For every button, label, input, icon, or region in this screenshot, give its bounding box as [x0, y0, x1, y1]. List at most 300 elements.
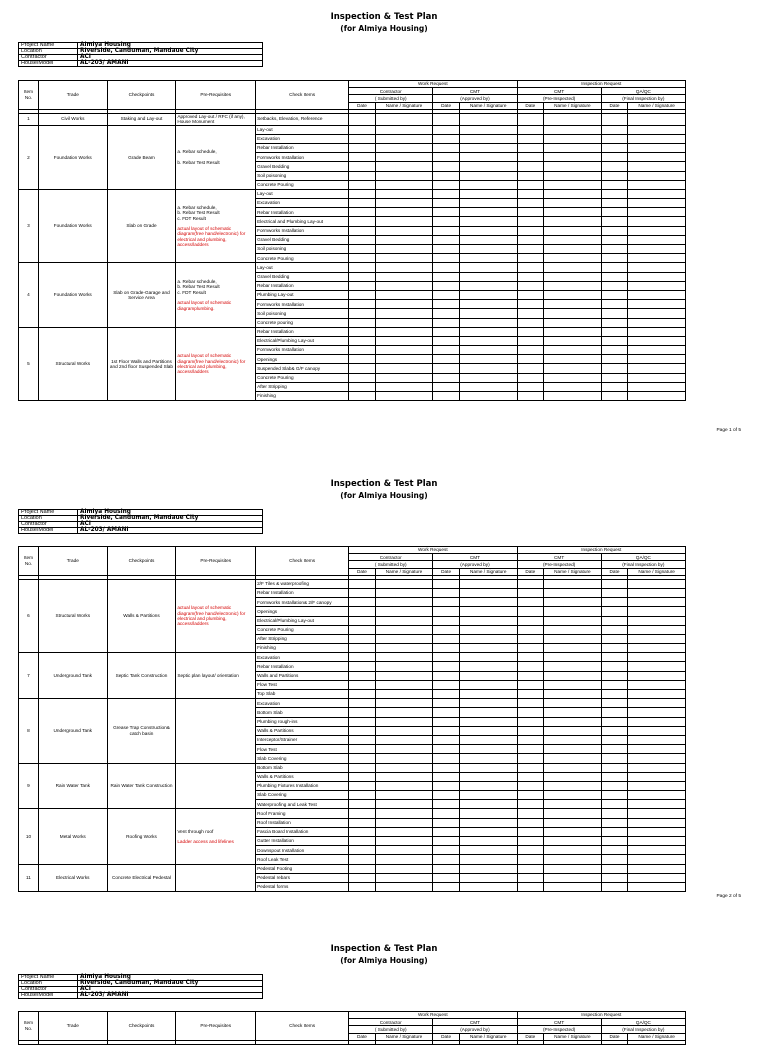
contractor-date-cell[interactable] [349, 364, 376, 373]
cmt-approval-date-cell[interactable] [433, 143, 460, 152]
cmt-approval-signature-cell[interactable] [459, 846, 517, 855]
cmt-preinspection-signature-cell[interactable] [544, 143, 602, 152]
cmt-approval-signature-cell[interactable] [459, 272, 517, 281]
qaqc-signature-cell[interactable] [628, 588, 686, 597]
cmt-approval-signature-cell[interactable] [459, 625, 517, 634]
qaqc-signature-cell[interactable] [628, 199, 686, 208]
cmt-preinspection-signature-cell[interactable] [544, 254, 602, 263]
qaqc-signature-cell[interactable] [628, 336, 686, 345]
cmt-preinspection-date-cell[interactable] [517, 708, 544, 717]
cmt-approval-signature-cell[interactable] [459, 254, 517, 263]
cmt-preinspection-signature-cell[interactable] [544, 662, 602, 671]
contractor-date-cell[interactable] [349, 281, 376, 290]
contractor-date-cell[interactable] [349, 588, 376, 597]
contractor-signature-cell[interactable] [375, 300, 433, 309]
cmt-preinspection-signature-cell[interactable] [544, 846, 602, 855]
cmt-approval-signature-cell[interactable] [459, 781, 517, 790]
cmt-preinspection-date-cell[interactable] [517, 882, 544, 891]
cmt-approval-signature-cell[interactable] [459, 735, 517, 744]
qaqc-signature-cell[interactable] [628, 143, 686, 152]
contractor-signature-cell[interactable] [375, 717, 433, 726]
qaqc-date-cell[interactable] [601, 717, 628, 726]
contractor-signature-cell[interactable] [375, 772, 433, 781]
contractor-signature-cell[interactable] [375, 254, 433, 263]
cmt-preinspection-signature-cell[interactable] [544, 882, 602, 891]
contractor-signature-cell[interactable] [375, 754, 433, 763]
cmt-preinspection-date-cell[interactable] [517, 113, 544, 125]
cmt-approval-signature-cell[interactable] [459, 690, 517, 699]
cmt-approval-date-cell[interactable] [433, 800, 460, 809]
qaqc-signature-cell[interactable] [628, 579, 686, 588]
cmt-approval-signature-cell[interactable] [459, 717, 517, 726]
cmt-approval-signature-cell[interactable] [459, 772, 517, 781]
cmt-approval-signature-cell[interactable] [459, 579, 517, 588]
contractor-signature-cell[interactable] [375, 189, 433, 198]
cmt-preinspection-signature-cell[interactable] [544, 180, 602, 189]
cmt-approval-date-cell[interactable] [433, 235, 460, 244]
contractor-date-cell[interactable] [349, 699, 376, 708]
cmt-preinspection-signature-cell[interactable] [544, 653, 602, 662]
cmt-preinspection-signature-cell[interactable] [544, 113, 602, 125]
cmt-preinspection-date-cell[interactable] [517, 162, 544, 171]
qaqc-date-cell[interactable] [601, 607, 628, 616]
contractor-date-cell[interactable] [349, 846, 376, 855]
qaqc-signature-cell[interactable] [628, 113, 686, 125]
contractor-signature-cell[interactable] [375, 134, 433, 143]
contractor-signature-cell[interactable] [375, 235, 433, 244]
qaqc-date-cell[interactable] [601, 162, 628, 171]
contractor-signature-cell[interactable] [375, 662, 433, 671]
contractor-date-cell[interactable] [349, 855, 376, 864]
qaqc-signature-cell[interactable] [628, 690, 686, 699]
cmt-preinspection-signature-cell[interactable] [544, 300, 602, 309]
contractor-date-cell[interactable] [349, 153, 376, 162]
qaqc-signature-cell[interactable] [628, 735, 686, 744]
qaqc-date-cell[interactable] [601, 809, 628, 818]
contractor-signature-cell[interactable] [375, 226, 433, 235]
qaqc-signature-cell[interactable] [628, 634, 686, 643]
cmt-approval-date-cell[interactable] [433, 735, 460, 744]
cmt-preinspection-date-cell[interactable] [517, 579, 544, 588]
cmt-approval-date-cell[interactable] [433, 855, 460, 864]
contractor-signature-cell[interactable] [375, 392, 433, 401]
qaqc-date-cell[interactable] [601, 680, 628, 689]
cmt-approval-signature-cell[interactable] [459, 699, 517, 708]
cmt-approval-signature-cell[interactable] [459, 644, 517, 653]
contractor-signature-cell[interactable] [375, 199, 433, 208]
cmt-preinspection-date-cell[interactable] [517, 143, 544, 152]
qaqc-date-cell[interactable] [601, 827, 628, 836]
cmt-preinspection-date-cell[interactable] [517, 327, 544, 336]
qaqc-signature-cell[interactable] [628, 616, 686, 625]
cmt-approval-date-cell[interactable] [433, 690, 460, 699]
cmt-approval-date-cell[interactable] [433, 364, 460, 373]
qaqc-signature-cell[interactable] [628, 382, 686, 391]
contractor-date-cell[interactable] [349, 809, 376, 818]
cmt-approval-signature-cell[interactable] [459, 726, 517, 735]
cmt-preinspection-signature-cell[interactable] [544, 355, 602, 364]
qaqc-date-cell[interactable] [601, 864, 628, 873]
contractor-date-cell[interactable] [349, 800, 376, 809]
qaqc-signature-cell[interactable] [628, 364, 686, 373]
cmt-preinspection-date-cell[interactable] [517, 272, 544, 281]
cmt-approval-date-cell[interactable] [433, 662, 460, 671]
cmt-approval-signature-cell[interactable] [459, 309, 517, 318]
cmt-preinspection-date-cell[interactable] [517, 662, 544, 671]
cmt-approval-date-cell[interactable] [433, 625, 460, 634]
cmt-approval-signature-cell[interactable] [459, 217, 517, 226]
qaqc-date-cell[interactable] [601, 254, 628, 263]
contractor-date-cell[interactable] [349, 708, 376, 717]
cmt-preinspection-signature-cell[interactable] [544, 226, 602, 235]
qaqc-date-cell[interactable] [601, 355, 628, 364]
contractor-date-cell[interactable] [349, 745, 376, 754]
cmt-approval-signature-cell[interactable] [459, 882, 517, 891]
cmt-preinspection-signature-cell[interactable] [544, 327, 602, 336]
qaqc-signature-cell[interactable] [628, 772, 686, 781]
cmt-approval-date-cell[interactable] [433, 355, 460, 364]
cmt-preinspection-date-cell[interactable] [517, 199, 544, 208]
qaqc-signature-cell[interactable] [628, 180, 686, 189]
contractor-date-cell[interactable] [349, 180, 376, 189]
cmt-preinspection-signature-cell[interactable] [544, 125, 602, 134]
contractor-date-cell[interactable] [349, 680, 376, 689]
cmt-preinspection-signature-cell[interactable] [544, 818, 602, 827]
cmt-preinspection-signature-cell[interactable] [544, 134, 602, 143]
contractor-date-cell[interactable] [349, 772, 376, 781]
contractor-signature-cell[interactable] [375, 290, 433, 299]
cmt-preinspection-date-cell[interactable] [517, 699, 544, 708]
cmt-approval-signature-cell[interactable] [459, 800, 517, 809]
contractor-signature-cell[interactable] [375, 781, 433, 790]
cmt-approval-signature-cell[interactable] [459, 873, 517, 882]
cmt-approval-date-cell[interactable] [433, 125, 460, 134]
qaqc-signature-cell[interactable] [628, 837, 686, 846]
cmt-approval-date-cell[interactable] [433, 837, 460, 846]
cmt-preinspection-signature-cell[interactable] [544, 382, 602, 391]
qaqc-signature-cell[interactable] [628, 781, 686, 790]
cmt-preinspection-signature-cell[interactable] [544, 162, 602, 171]
cmt-preinspection-date-cell[interactable] [517, 598, 544, 607]
cmt-preinspection-signature-cell[interactable] [544, 263, 602, 272]
cmt-preinspection-signature-cell[interactable] [544, 708, 602, 717]
contractor-signature-cell[interactable] [375, 579, 433, 588]
cmt-preinspection-signature-cell[interactable] [544, 309, 602, 318]
contractor-signature-cell[interactable] [375, 827, 433, 836]
cmt-preinspection-signature-cell[interactable] [544, 588, 602, 597]
cmt-approval-signature-cell[interactable] [459, 680, 517, 689]
qaqc-date-cell[interactable] [601, 837, 628, 846]
cmt-approval-date-cell[interactable] [433, 217, 460, 226]
cmt-preinspection-signature-cell[interactable] [544, 699, 602, 708]
cmt-approval-date-cell[interactable] [433, 772, 460, 781]
cmt-approval-signature-cell[interactable] [459, 653, 517, 662]
contractor-signature-cell[interactable] [375, 355, 433, 364]
cmt-preinspection-signature-cell[interactable] [544, 745, 602, 754]
qaqc-date-cell[interactable] [601, 143, 628, 152]
cmt-preinspection-date-cell[interactable] [517, 290, 544, 299]
cmt-approval-date-cell[interactable] [433, 382, 460, 391]
cmt-approval-date-cell[interactable] [433, 607, 460, 616]
cmt-preinspection-date-cell[interactable] [517, 763, 544, 772]
cmt-preinspection-date-cell[interactable] [517, 827, 544, 836]
contractor-date-cell[interactable] [349, 598, 376, 607]
qaqc-signature-cell[interactable] [628, 827, 686, 836]
contractor-date-cell[interactable] [349, 254, 376, 263]
qaqc-signature-cell[interactable] [628, 300, 686, 309]
cmt-preinspection-date-cell[interactable] [517, 254, 544, 263]
qaqc-date-cell[interactable] [601, 263, 628, 272]
cmt-preinspection-date-cell[interactable] [517, 309, 544, 318]
cmt-approval-signature-cell[interactable] [459, 373, 517, 382]
contractor-date-cell[interactable] [349, 726, 376, 735]
qaqc-date-cell[interactable] [601, 588, 628, 597]
cmt-preinspection-signature-cell[interactable] [544, 781, 602, 790]
contractor-date-cell[interactable] [349, 355, 376, 364]
qaqc-signature-cell[interactable] [628, 290, 686, 299]
cmt-preinspection-signature-cell[interactable] [544, 235, 602, 244]
qaqc-date-cell[interactable] [601, 634, 628, 643]
cmt-preinspection-date-cell[interactable] [517, 800, 544, 809]
qaqc-date-cell[interactable] [601, 327, 628, 336]
cmt-preinspection-signature-cell[interactable] [544, 809, 602, 818]
qaqc-signature-cell[interactable] [628, 699, 686, 708]
cmt-preinspection-signature-cell[interactable] [544, 791, 602, 800]
cmt-preinspection-date-cell[interactable] [517, 364, 544, 373]
qaqc-date-cell[interactable] [601, 153, 628, 162]
cmt-approval-signature-cell[interactable] [459, 162, 517, 171]
cmt-preinspection-date-cell[interactable] [517, 245, 544, 254]
contractor-signature-cell[interactable] [375, 336, 433, 345]
cmt-approval-date-cell[interactable] [433, 134, 460, 143]
contractor-date-cell[interactable] [349, 382, 376, 391]
cmt-approval-date-cell[interactable] [433, 579, 460, 588]
contractor-signature-cell[interactable] [375, 364, 433, 373]
cmt-approval-date-cell[interactable] [433, 873, 460, 882]
cmt-approval-signature-cell[interactable] [459, 113, 517, 125]
qaqc-signature-cell[interactable] [628, 281, 686, 290]
cmt-preinspection-signature-cell[interactable] [544, 827, 602, 836]
contractor-signature-cell[interactable] [375, 598, 433, 607]
cmt-approval-date-cell[interactable] [433, 726, 460, 735]
contractor-signature-cell[interactable] [375, 644, 433, 653]
cmt-preinspection-date-cell[interactable] [517, 318, 544, 327]
qaqc-date-cell[interactable] [601, 346, 628, 355]
qaqc-date-cell[interactable] [601, 616, 628, 625]
cmt-preinspection-date-cell[interactable] [517, 680, 544, 689]
cmt-approval-signature-cell[interactable] [459, 300, 517, 309]
contractor-signature-cell[interactable] [375, 745, 433, 754]
cmt-preinspection-signature-cell[interactable] [544, 598, 602, 607]
contractor-signature-cell[interactable] [375, 837, 433, 846]
qaqc-date-cell[interactable] [601, 754, 628, 763]
qaqc-signature-cell[interactable] [628, 272, 686, 281]
qaqc-date-cell[interactable] [601, 763, 628, 772]
qaqc-signature-cell[interactable] [628, 263, 686, 272]
cmt-preinspection-date-cell[interactable] [517, 180, 544, 189]
cmt-preinspection-date-cell[interactable] [517, 735, 544, 744]
cmt-preinspection-signature-cell[interactable] [544, 199, 602, 208]
qaqc-date-cell[interactable] [601, 245, 628, 254]
cmt-preinspection-date-cell[interactable] [517, 134, 544, 143]
qaqc-date-cell[interactable] [601, 281, 628, 290]
qaqc-date-cell[interactable] [601, 290, 628, 299]
contractor-date-cell[interactable] [349, 634, 376, 643]
cmt-preinspection-date-cell[interactable] [517, 644, 544, 653]
cmt-approval-signature-cell[interactable] [459, 855, 517, 864]
qaqc-date-cell[interactable] [601, 300, 628, 309]
cmt-preinspection-date-cell[interactable] [517, 873, 544, 882]
contractor-signature-cell[interactable] [375, 588, 433, 597]
qaqc-date-cell[interactable] [601, 598, 628, 607]
qaqc-signature-cell[interactable] [628, 882, 686, 891]
cmt-preinspection-signature-cell[interactable] [544, 837, 602, 846]
contractor-signature-cell[interactable] [375, 690, 433, 699]
cmt-approval-signature-cell[interactable] [459, 708, 517, 717]
qaqc-signature-cell[interactable] [628, 644, 686, 653]
cmt-preinspection-signature-cell[interactable] [544, 690, 602, 699]
cmt-approval-signature-cell[interactable] [459, 245, 517, 254]
contractor-date-cell[interactable] [349, 113, 376, 125]
cmt-approval-date-cell[interactable] [433, 272, 460, 281]
qaqc-date-cell[interactable] [601, 579, 628, 588]
cmt-approval-signature-cell[interactable] [459, 827, 517, 836]
qaqc-date-cell[interactable] [601, 855, 628, 864]
cmt-preinspection-signature-cell[interactable] [544, 754, 602, 763]
cmt-approval-date-cell[interactable] [433, 644, 460, 653]
cmt-approval-date-cell[interactable] [433, 245, 460, 254]
cmt-approval-date-cell[interactable] [433, 254, 460, 263]
contractor-signature-cell[interactable] [375, 153, 433, 162]
contractor-signature-cell[interactable] [375, 373, 433, 382]
cmt-approval-date-cell[interactable] [433, 226, 460, 235]
cmt-preinspection-date-cell[interactable] [517, 717, 544, 726]
contractor-date-cell[interactable] [349, 818, 376, 827]
qaqc-date-cell[interactable] [601, 818, 628, 827]
cmt-preinspection-signature-cell[interactable] [544, 208, 602, 217]
contractor-signature-cell[interactable] [375, 272, 433, 281]
cmt-approval-date-cell[interactable] [433, 318, 460, 327]
cmt-preinspection-signature-cell[interactable] [544, 855, 602, 864]
qaqc-signature-cell[interactable] [628, 327, 686, 336]
cmt-approval-date-cell[interactable] [433, 263, 460, 272]
contractor-signature-cell[interactable] [375, 281, 433, 290]
contractor-date-cell[interactable] [349, 290, 376, 299]
cmt-approval-date-cell[interactable] [433, 616, 460, 625]
cmt-preinspection-signature-cell[interactable] [544, 772, 602, 781]
cmt-preinspection-date-cell[interactable] [517, 837, 544, 846]
cmt-approval-date-cell[interactable] [433, 290, 460, 299]
qaqc-signature-cell[interactable] [628, 745, 686, 754]
qaqc-date-cell[interactable] [601, 671, 628, 680]
qaqc-date-cell[interactable] [601, 382, 628, 391]
cmt-approval-date-cell[interactable] [433, 827, 460, 836]
cmt-preinspection-date-cell[interactable] [517, 726, 544, 735]
cmt-approval-date-cell[interactable] [433, 153, 460, 162]
cmt-approval-date-cell[interactable] [433, 745, 460, 754]
cmt-preinspection-signature-cell[interactable] [544, 625, 602, 634]
cmt-preinspection-date-cell[interactable] [517, 855, 544, 864]
contractor-signature-cell[interactable] [375, 616, 433, 625]
cmt-preinspection-date-cell[interactable] [517, 690, 544, 699]
cmt-approval-signature-cell[interactable] [459, 671, 517, 680]
cmt-approval-date-cell[interactable] [433, 846, 460, 855]
qaqc-date-cell[interactable] [601, 690, 628, 699]
cmt-approval-date-cell[interactable] [433, 171, 460, 180]
contractor-signature-cell[interactable] [375, 309, 433, 318]
cmt-approval-date-cell[interactable] [433, 791, 460, 800]
qaqc-signature-cell[interactable] [628, 318, 686, 327]
cmt-preinspection-signature-cell[interactable] [544, 272, 602, 281]
qaqc-date-cell[interactable] [601, 226, 628, 235]
cmt-preinspection-date-cell[interactable] [517, 235, 544, 244]
contractor-date-cell[interactable] [349, 346, 376, 355]
cmt-preinspection-signature-cell[interactable] [544, 717, 602, 726]
qaqc-signature-cell[interactable] [628, 763, 686, 772]
qaqc-date-cell[interactable] [601, 791, 628, 800]
contractor-signature-cell[interactable] [375, 846, 433, 855]
cmt-approval-signature-cell[interactable] [459, 281, 517, 290]
contractor-date-cell[interactable] [349, 309, 376, 318]
cmt-preinspection-date-cell[interactable] [517, 634, 544, 643]
qaqc-signature-cell[interactable] [628, 226, 686, 235]
contractor-date-cell[interactable] [349, 208, 376, 217]
cmt-approval-signature-cell[interactable] [459, 588, 517, 597]
cmt-preinspection-date-cell[interactable] [517, 745, 544, 754]
cmt-preinspection-signature-cell[interactable] [544, 579, 602, 588]
cmt-approval-date-cell[interactable] [433, 699, 460, 708]
cmt-preinspection-signature-cell[interactable] [544, 680, 602, 689]
contractor-date-cell[interactable] [349, 336, 376, 345]
contractor-date-cell[interactable] [349, 235, 376, 244]
cmt-preinspection-signature-cell[interactable] [544, 364, 602, 373]
cmt-preinspection-signature-cell[interactable] [544, 763, 602, 772]
qaqc-signature-cell[interactable] [628, 653, 686, 662]
cmt-preinspection-signature-cell[interactable] [544, 671, 602, 680]
cmt-approval-signature-cell[interactable] [459, 818, 517, 827]
cmt-preinspection-date-cell[interactable] [517, 846, 544, 855]
qaqc-signature-cell[interactable] [628, 373, 686, 382]
cmt-approval-signature-cell[interactable] [459, 290, 517, 299]
cmt-approval-date-cell[interactable] [433, 671, 460, 680]
qaqc-date-cell[interactable] [601, 336, 628, 345]
qaqc-signature-cell[interactable] [628, 171, 686, 180]
cmt-preinspection-date-cell[interactable] [517, 125, 544, 134]
contractor-date-cell[interactable] [349, 662, 376, 671]
cmt-preinspection-date-cell[interactable] [517, 153, 544, 162]
contractor-date-cell[interactable] [349, 827, 376, 836]
cmt-preinspection-date-cell[interactable] [517, 346, 544, 355]
cmt-approval-signature-cell[interactable] [459, 327, 517, 336]
contractor-date-cell[interactable] [349, 837, 376, 846]
contractor-signature-cell[interactable] [375, 873, 433, 882]
qaqc-signature-cell[interactable] [628, 855, 686, 864]
contractor-signature-cell[interactable] [375, 680, 433, 689]
cmt-preinspection-date-cell[interactable] [517, 382, 544, 391]
contractor-signature-cell[interactable] [375, 180, 433, 189]
cmt-approval-date-cell[interactable] [433, 634, 460, 643]
qaqc-signature-cell[interactable] [628, 235, 686, 244]
qaqc-signature-cell[interactable] [628, 846, 686, 855]
contractor-signature-cell[interactable] [375, 346, 433, 355]
cmt-approval-date-cell[interactable] [433, 208, 460, 217]
cmt-preinspection-date-cell[interactable] [517, 226, 544, 235]
contractor-signature-cell[interactable] [375, 809, 433, 818]
contractor-signature-cell[interactable] [375, 735, 433, 744]
cmt-approval-date-cell[interactable] [433, 189, 460, 198]
contractor-signature-cell[interactable] [375, 634, 433, 643]
contractor-date-cell[interactable] [349, 245, 376, 254]
